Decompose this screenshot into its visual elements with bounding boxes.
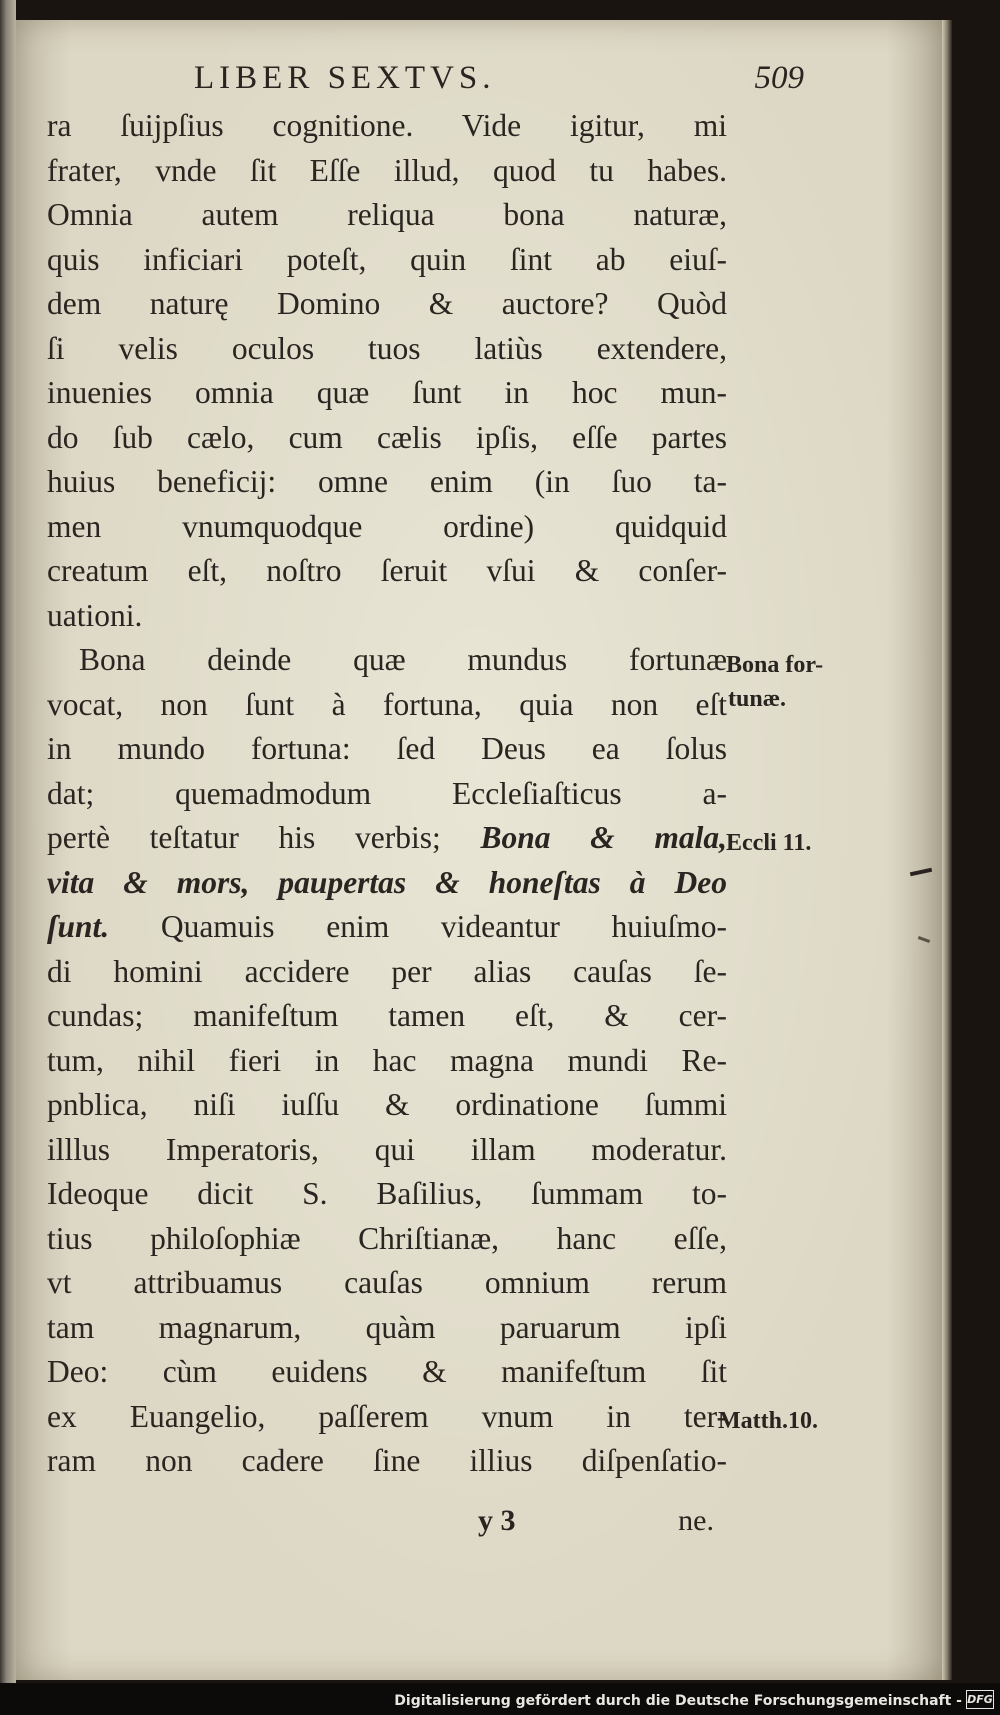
text-line — [47, 1261, 727, 1306]
text-line: do ſub cælo, cum cælis ipſis, eſſe partes — [47, 419, 727, 455]
margin-note-line: Bona for- — [726, 652, 824, 678]
digitization-credit: Digitalisierung gefördert durch die Deutsche Forschungsgemeinschaft - — [394, 1693, 962, 1709]
line-text: Bona deinde quæ mundus fortunæ — [79, 642, 727, 677]
text-line: Omnia autem reliqua bona naturæ, — [47, 197, 727, 232]
line-text: tius philoſophiæ Chriſtianæ, hanc eſſe, — [47, 1220, 727, 1256]
signature-mark: y 3 — [478, 1504, 516, 1537]
text-line — [47, 1439, 727, 1484]
line-text: Quamuis enim videantur huiuſmo- — [109, 909, 727, 944]
line-text: illlus Imperatoris, qui illam moderatur. — [47, 1131, 727, 1167]
text-line — [47, 1306, 727, 1351]
running-head: LIBER SEXTVS. — [194, 60, 496, 96]
text-line: creatum eſt, noſtro ſeruit vſui & conſer- — [47, 553, 727, 588]
margin-note-line: tunæ. — [728, 686, 787, 712]
line-text: pertè teſtatur his verbis; — [47, 820, 481, 855]
line-text: cundas; manifeſtum tamen eſt, & cer- — [47, 998, 727, 1033]
text-line — [47, 772, 727, 817]
text-line: men vnumquodque ordine) quidquid — [47, 508, 727, 544]
page-number: 509 — [754, 60, 804, 96]
text-line — [47, 994, 727, 1039]
scripture-quote: vita & mors, paupertas & honeſtas à Deo — [47, 864, 727, 900]
scan-left-edge — [0, 0, 16, 1715]
line-text: di homini accidere per alias cauſas ſe- — [47, 953, 727, 989]
text-line — [47, 727, 727, 772]
line-text: tam magnarum, quàm paruarum ipſi — [47, 1309, 727, 1345]
text-line — [47, 1083, 727, 1128]
text-line — [47, 816, 727, 861]
catchword: ne. — [678, 1504, 714, 1537]
text-line — [47, 1350, 727, 1395]
line-text: Ideoque dicit S. Baſilius, ſummam to- — [47, 1176, 727, 1211]
margin-note-eccli: Eccli 11. — [726, 830, 812, 856]
line-text: tum, nihil fieri in hac magna mundi Re- — [47, 1042, 727, 1078]
text-line — [47, 1128, 727, 1173]
line-text: vocat, non ſunt à fortuna, quia non eſt — [47, 686, 727, 722]
text-line: frater, vnde ſit Eſſe illud, quod tu habes. — [47, 152, 727, 188]
line-text: Deo: cùm euidens & manifeſtum ſit — [47, 1354, 727, 1389]
text-line — [47, 1395, 727, 1440]
page-edge — [942, 20, 952, 1680]
dfg-logo-icon: DFG — [966, 1690, 994, 1709]
line-text: pnblica, niſi iuſſu & ordinatione ſummi — [47, 1087, 727, 1122]
text-line — [47, 1217, 727, 1262]
margin-note-matth: Matth.10. — [718, 1408, 818, 1434]
line-text: dat; quemadmodum Eccleſiaſticus a- — [47, 775, 727, 811]
text-line: huius beneficij: omne enim (in ſuo ta- — [47, 464, 727, 499]
page-header — [48, 60, 804, 100]
text-line — [47, 861, 727, 906]
text-line: dem naturę Domino & auctore? Quòd — [47, 286, 727, 321]
line-text: ram non cadere ſine illius diſpenſatio- — [47, 1443, 727, 1478]
text-line — [47, 683, 727, 728]
text-line — [47, 1039, 727, 1084]
text-line — [47, 950, 727, 995]
scripture-quote: Bona & mala, — [480, 820, 727, 855]
text-line — [47, 638, 727, 683]
page-footer — [478, 1504, 714, 1544]
text-line: inuenies omnia quæ ſunt in hoc mun- — [47, 375, 727, 410]
line-text: vt attribuamus cauſas omnium rerum — [47, 1265, 727, 1300]
text-line: ra ſuijpſius cognitione. Vide igitur, mi — [47, 108, 727, 143]
main-text — [47, 104, 727, 1484]
line-text: ex Euangelio, paſſerem vnum in ter- — [47, 1398, 727, 1434]
text-line: ſi velis oculos tuos latiùs extendere, — [47, 330, 727, 366]
digitization-footer — [0, 1683, 1000, 1715]
scripture-quote: ſunt. — [47, 909, 110, 944]
text-line: uationi. — [47, 597, 143, 633]
margin-note-bona-fortunae — [726, 648, 823, 716]
line-text: in mundo fortuna: ſed Deus ea ſolus — [47, 731, 727, 766]
text-line — [47, 905, 727, 950]
text-line — [47, 1172, 727, 1217]
text-line: quis inficiari poteſt, quin ſint ab eiuſ- — [47, 241, 727, 277]
